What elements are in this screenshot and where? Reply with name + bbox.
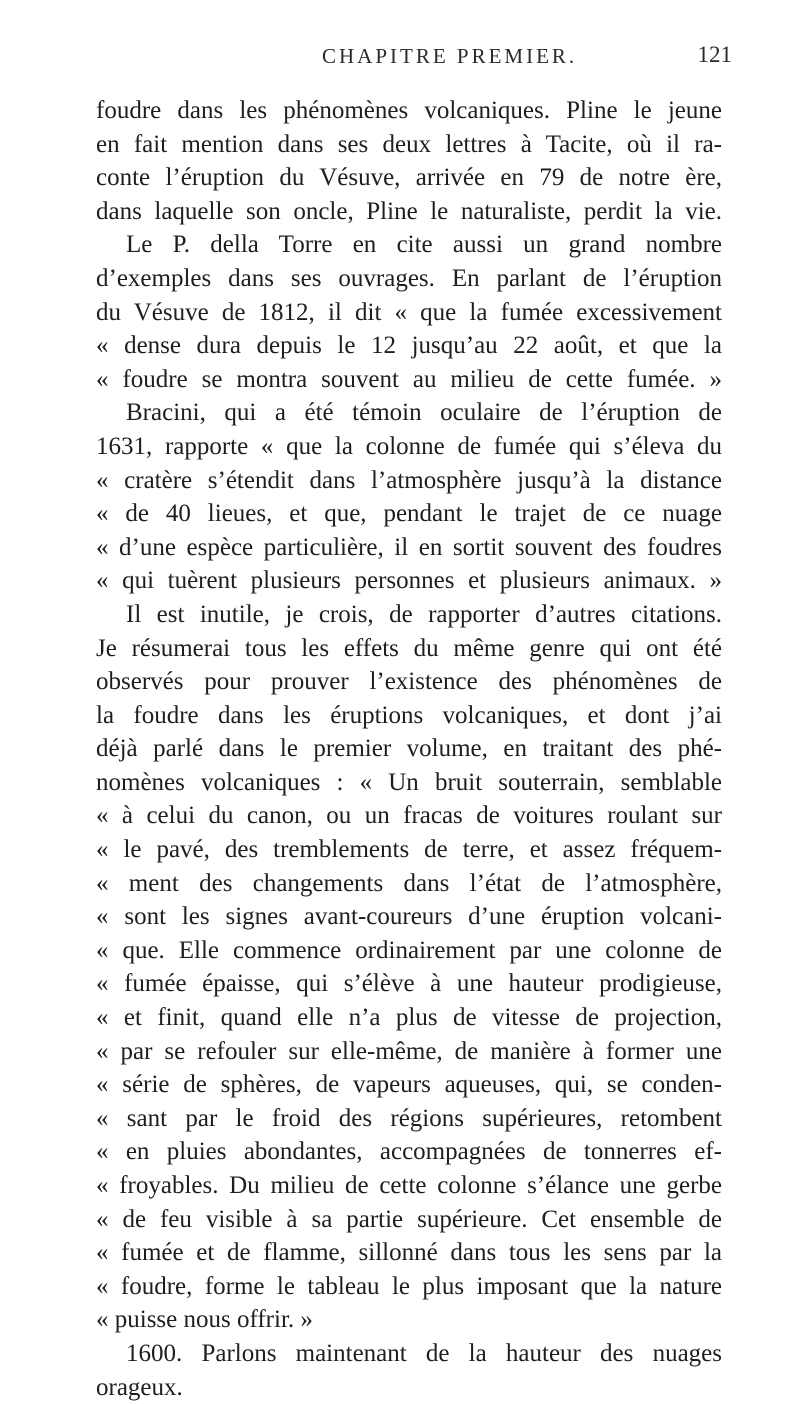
text-line: « et finit, quand elle n’a plus de vitesse de projection, [96, 1004, 722, 1032]
text-line: du Vésuve de 1812, il dit « que la fumée excessivement [96, 298, 722, 326]
text-line: dans laquelle son oncle, Pline le naturaliste, perdit la vie. [96, 197, 722, 225]
text-line: « fumée épaisse, qui s’élève à une hauteur prodigieuse, [96, 970, 722, 998]
text-line: Je résumerai tous les effets du même genre qui ont été [96, 634, 722, 662]
text-line: « fumée et de flamme, sillonné dans tous les sens par la [96, 1239, 722, 1267]
text-line: « ment des changements dans l’état de l’atmosphère, [96, 869, 722, 897]
text-line: 1600. Parlons maintenant de la hauteur des nuages [126, 1339, 722, 1367]
text-line: « cratère s’étendit dans l’atmosphère jusqu’à la distance [96, 466, 722, 494]
text-line: « foudre, forme le tableau le plus imposant que la nature [96, 1272, 722, 1300]
text-line: Bracini, qui a été témoin oculaire de l’éruption de [126, 399, 722, 427]
text-line: observés pour prouver l’existence des phénomènes de [96, 668, 722, 696]
text-line: « le pavé, des tremblements de terre, et assez fréquem- [96, 836, 722, 864]
text-line: « de 40 lieues, et que, pendant le trajet de ce nuage [96, 500, 722, 528]
running-head: CHAPITRE PREMIER. [322, 44, 578, 68]
text-line: « froyables. Du milieu de cette colonne s’élance une gerbe [96, 1172, 722, 1199]
page-number: 121 [697, 42, 732, 67]
text-line: « à celui du canon, ou un fracas de voitures roulant sur [96, 802, 722, 830]
text-line: Le P. della Torre en cite aussi un grand nombre [126, 231, 722, 259]
text-line: « d’une espèce particulière, il en sortit souvent des foudres [96, 533, 722, 561]
text-line: « sont les signes avant-coureurs d’une éruption volcani- [96, 903, 722, 931]
text-line: foudre dans les phénomènes volcaniques. Pline le jeune [96, 97, 722, 124]
page-header [0, 36, 800, 76]
text-line: « en pluies abondantes, accompagnées de tonnerres ef- [96, 1138, 722, 1166]
text-line: « dense dura depuis le 12 jusqu’au 22 août, et que la [96, 332, 722, 360]
text-line: « foudre se montra souvent au milieu de cette fumée. » [96, 365, 722, 393]
text-line: « par se refouler sur elle-même, de manière à former une [96, 1037, 722, 1065]
text-line: « sant par le froid des régions supérieures, retombent [96, 1104, 722, 1132]
text-line: orageux. [96, 1373, 183, 1401]
text-line: « puisse nous offrir. » [96, 1306, 313, 1334]
text-line: « que. Elle commence ordinairement par une colonne de [96, 936, 722, 964]
text-line: Il est inutile, je crois, de rapporter d’autres citations. [126, 600, 722, 628]
text-line: la foudre dans les éruptions volcaniques, et dont j’ai [96, 701, 722, 729]
text-line: « qui tuèrent plusieurs personnes et plusieurs animaux. » [96, 567, 722, 595]
text-line: conte l’éruption du Vésuve, arrivée en 79 de notre ère, [96, 164, 722, 192]
text-line: d’exemples dans ses ouvrages. En parlant de l’éruption [96, 264, 722, 292]
text-line: nomènes volcaniques : « Un bruit souterrain, semblable [96, 768, 722, 796]
text-line: « de feu visible à sa partie supérieure. Cet ensemble de [96, 1205, 722, 1233]
text-line: en fait mention dans ses deux lettres à Tacite, où il ra- [96, 130, 722, 158]
body-text [96, 94, 722, 1404]
text-line: déjà parlé dans le premier volume, en traitant des phé- [96, 735, 722, 763]
text-line: « série de sphères, de vapeurs aqueuses, qui, se conden- [96, 1071, 722, 1099]
text-line: 1631, rapporte « que la colonne de fumée qui s’éleva du [96, 432, 722, 460]
